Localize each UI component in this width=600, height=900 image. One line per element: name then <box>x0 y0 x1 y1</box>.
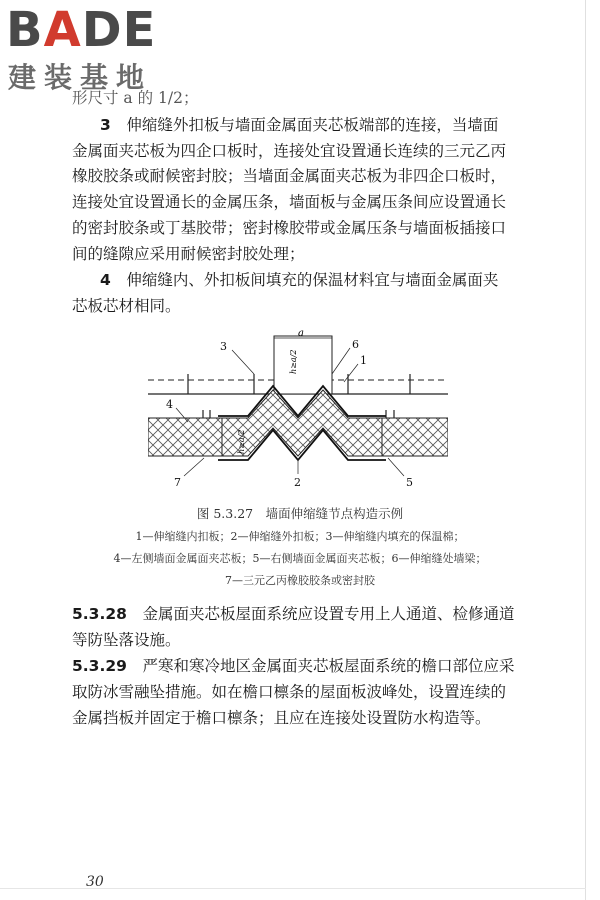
figure-caption: 图 5.3.27 墙面伸缩缝节点构造示例 <box>196 506 404 521</box>
label-h-lower: h≥a/2 <box>237 429 246 454</box>
item-4-line-1: 4 伸缩缝内、外扣板间填充的保温材料宜与墙面金属面夹 <box>100 271 499 289</box>
label-4: 4 <box>166 398 173 411</box>
watermark-logo <box>6 4 181 99</box>
item-3-line-5: 的密封胶条或丁基胶带；密封橡胶带或金属压条与墙面板插接口 <box>72 219 507 237</box>
left-sandwich-panel <box>148 418 222 456</box>
label-h-upper: h≥a/2 <box>289 349 298 374</box>
clause-5-3-28-line-1: 5.3.28 金属面夹芯板屋面系统应设置专用上人通道、检修通道 <box>72 605 515 623</box>
item-3-line-1: 3 伸缩缝外扣板与墙面金属面夹芯板端部的连接，当墙面 <box>100 116 499 134</box>
label-5: 5 <box>406 476 413 489</box>
item-3-line-6: 间的缝隙应采用耐候密封胶处理； <box>72 245 305 263</box>
page-edge <box>585 0 586 900</box>
wall-beam <box>148 336 448 394</box>
label-6: 6 <box>352 338 359 351</box>
fragment-line: 形尺寸 a 的 1/2； <box>72 89 199 107</box>
logo-wordmark: BADE <box>6 2 157 58</box>
figure-legend-line-2: 4—左侧墙面金属面夹芯板；5—右侧墙面金属面夹芯板；6—伸缩缝处墙梁； <box>113 552 487 565</box>
wall-expansion-joint-diagram <box>148 330 448 490</box>
item-3-line-2: 金属面夹芯板为四企口板时，连接处宜设置通长连续的三元乙丙 <box>72 142 507 160</box>
label-7: 7 <box>174 476 181 489</box>
label-3: 3 <box>220 340 227 353</box>
clause-5-3-29-line-2: 取防冰雪融坠措施。如在檐口檩条的屋面板波峰处，设置连续的 <box>72 683 507 701</box>
item-3-line-4: 连接处宜设置通长的金属压条，墙面板与金属压条间应设置通长 <box>72 193 507 211</box>
label-2: 2 <box>294 476 301 489</box>
label-a: a <box>298 330 304 339</box>
figure-legend-line-1: 1—伸缩缝内扣板；2—伸缩缝外扣板；3—伸缩缝内填充的保温棉； <box>135 530 465 543</box>
logo-subtitle: 建装基地 <box>8 61 153 94</box>
clause-5-3-29-line-1: 5.3.29 严寒和寒冷地区金属面夹芯板屋面系统的檐口部位应采 <box>72 657 515 675</box>
clause-5-3-29-line-3: 金属挡板并固定于檐口檩条；且应在连接处设置防水构造等。 <box>72 709 491 727</box>
right-sandwich-panel <box>382 418 448 456</box>
clause-5-3-28-line-2: 等防坠落设施。 <box>72 631 181 649</box>
label-1: 1 <box>360 354 367 367</box>
figure-legend-line-3: 7—三元乙丙橡胶胶条或密封胶 <box>225 574 375 587</box>
item-3-line-3: 橡胶胶条或耐候密封胶；当墙面金属面夹芯板为非四企口板时， <box>72 167 507 185</box>
page-number: 30 <box>86 874 104 890</box>
item-4-line-2: 芯板芯材相同。 <box>72 297 181 315</box>
joint-insulation <box>222 390 382 456</box>
